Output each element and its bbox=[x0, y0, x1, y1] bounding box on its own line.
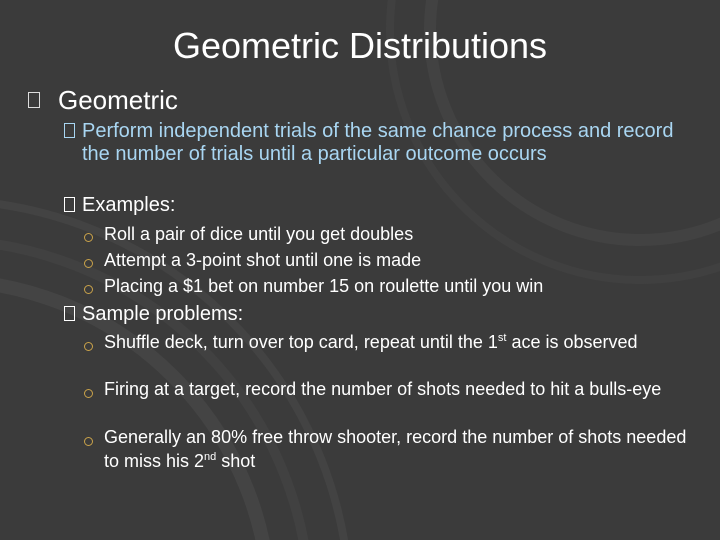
circle-bullet-icon bbox=[84, 281, 93, 299]
examples-label: Examples: bbox=[82, 194, 176, 216]
sample-problems-label: Sample problems: bbox=[82, 303, 244, 325]
definition-text: Perform independent trials of the same chance process and record the number of trials until a particular outcome occurs bbox=[82, 120, 674, 165]
problem-item: Firing at a target, record the number of shots needed to hit a bulls-eye bbox=[104, 379, 662, 399]
slide-title: Geometric Distributions bbox=[172, 25, 548, 66]
circle-bullet-icon bbox=[84, 229, 93, 247]
example-item: Roll a pair of dice until you get doubles bbox=[104, 224, 414, 244]
square-bullet-icon bbox=[64, 197, 75, 216]
example-item: Placing a $1 bet on number 15 on roulette until you win bbox=[104, 276, 544, 296]
heading-geometric: Geometric bbox=[58, 85, 178, 115]
problem-item: Shuffle deck, turn over top card, repeat until the 1st ace is observed bbox=[104, 332, 638, 352]
example-item: Attempt a 3-point shot until one is made bbox=[104, 250, 422, 270]
square-bullet-icon bbox=[64, 123, 75, 142]
circle-bullet-icon bbox=[84, 255, 93, 273]
circle-bullet-icon bbox=[84, 385, 93, 403]
square-bullet-icon bbox=[28, 92, 40, 112]
circle-bullet-icon bbox=[84, 433, 93, 451]
problem-item: Generally an 80% free throw shooter, record the number of shots needed to miss his 2nd shot bbox=[104, 427, 687, 471]
circle-bullet-icon bbox=[84, 338, 93, 356]
square-bullet-icon bbox=[64, 306, 75, 325]
